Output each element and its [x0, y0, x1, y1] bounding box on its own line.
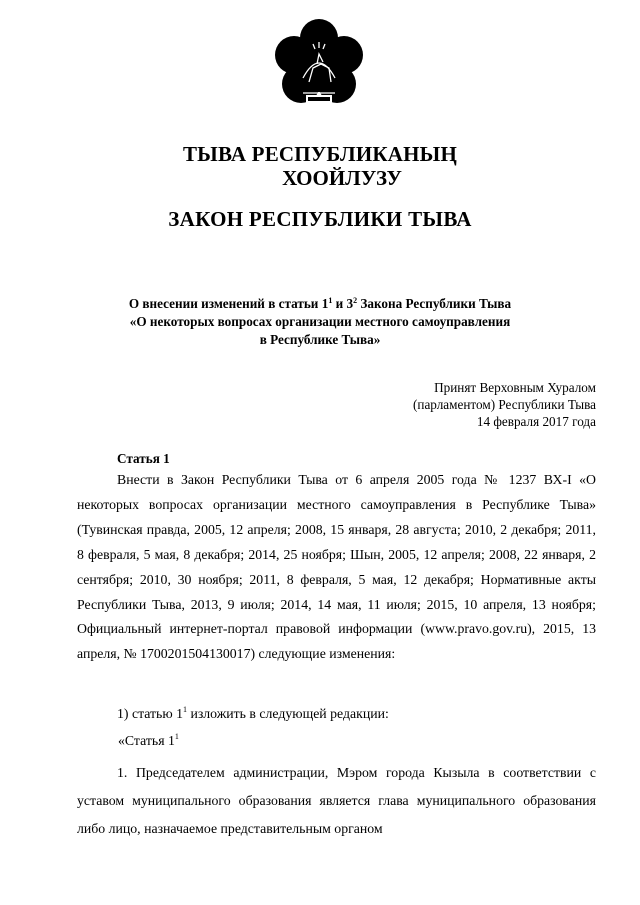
quoted-point1: 1. Председателем администрации, Мэром города Кызыла в соответствии с уставом муниципального образования является глава муниципального образования либо лицо, назначаемое представительным органом [77, 765, 596, 836]
amendment-item1: 1) статью $1^1$ изложить в следующей редакции: [117, 705, 389, 721]
law-title-line1: О внесении изменений в статьи $1^1$ и $3^2$ Закона Республики Тыва [128, 296, 512, 311]
law-title-line3: в Республике Тыва» [259, 332, 381, 347]
adoption-note [296, 379, 596, 430]
tuva-coat-of-arms-icon [273, 18, 365, 113]
header-tuvan-line1: ТЫВА РЕСПУБЛИКАНЫҢ [182, 142, 458, 166]
adoption-line2: (парламентом) Республики Тыва [413, 397, 596, 412]
article-paragraph: Внести в Закон Республики Тыва от 6 апреля 2005 года № 1237 ВХ-I «О некоторых вопросах организации местного самоуправления в Республике Тыва» (Тувинская правда, 2005, 12 апреля; 2008, 15 января, 28 августа; 2010, 2 декабря; 2011, 8 февраля, 5 мая, 8 декабря; 2014, 25 ноября; Шын, 2005, 12 апреля; 2008, 22 января, 2 сентября; 2010, 30 ноября; 2011, 8 февраля, 5 мая, 12 декабря; Нормативные акты Республики Тыва, 2013, 9 июля; 2014, 14 мая, 11 июля; 2015, 10 апреля, 13 ноября; Официальный интернет-портал правовой информации (www.pravo.gov.ru), 2015, 13 апреля, № 1700201504130017) следующие изменения: [77, 472, 596, 662]
header-russian-title: ЗАКОН РЕСПУБЛИКИ ТЫВА [168, 207, 472, 231]
law-title-line2: «О некоторых вопросах организации местного самоуправления [129, 314, 511, 329]
law-title [60, 295, 580, 349]
quoted-article-heading: «Статья $1^1$ [118, 732, 179, 748]
adoption-date: 14 февраля 2017 года [476, 414, 596, 429]
header-tuvan-line2: ХООЙЛУЗУ [282, 166, 402, 190]
article-heading: Статья 1 [117, 451, 170, 466]
adoption-line1: Принят Верховным Хуралом [434, 380, 596, 395]
